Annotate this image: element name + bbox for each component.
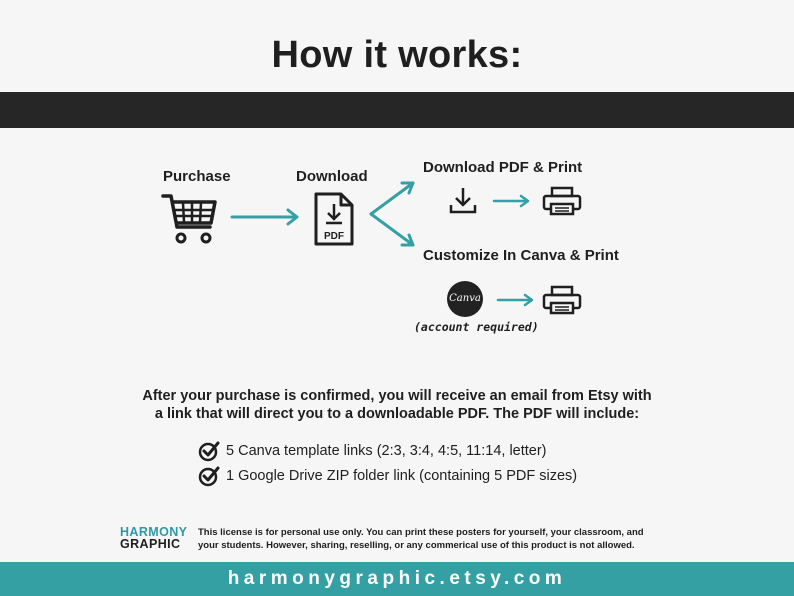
- purchase-label: Purchase: [163, 168, 231, 185]
- license-line: your students. However, sharing, reselling, or any commerical use of this product is not allowed.: [198, 540, 635, 551]
- canva-logo: Canva: [447, 281, 483, 317]
- download-icon: [449, 186, 477, 214]
- description-line: a link that will direct you to a downloadable PDF. The PDF will include:: [154, 406, 640, 422]
- license-text: [198, 526, 718, 552]
- footer-bar: [0, 562, 794, 596]
- description: [0, 387, 794, 423]
- footer-url[interactable]: harmonygraphic.etsy.com: [227, 568, 567, 589]
- branch-arrows-icon: [366, 178, 418, 250]
- logo-line: GRAPHIC: [120, 537, 181, 551]
- download-print-label: Download PDF & Print: [423, 159, 583, 176]
- check-circle-icon: [198, 465, 220, 487]
- pdf-file-icon: [313, 191, 355, 247]
- printer-icon: [542, 285, 582, 315]
- pdf-text: PDF: [324, 231, 344, 242]
- download-label: Download: [296, 168, 368, 185]
- page-title: How it works:: [271, 34, 523, 76]
- account-required-note: (account required): [414, 320, 539, 334]
- checklist-text: 5 Canva template links (2:3, 3:4, 4:5, 11:14, letter): [226, 443, 547, 459]
- checklist-text: 1 Google Drive ZIP folder link (containing 5 PDF sizes): [226, 468, 578, 484]
- license-line: This license is for personal use only. You can print these posters for yourself, your classroom, and: [198, 527, 644, 538]
- customize-print-label: Customize In Canva & Print: [423, 247, 619, 264]
- arrow-right-icon: [492, 193, 532, 209]
- logo-line: HARMONY: [120, 525, 188, 539]
- harmony-graphic-logo: [120, 526, 190, 550]
- checklist-item: [198, 465, 577, 487]
- description-line: After your purchase is confirmed, you will receive an email from Etsy with: [142, 388, 652, 404]
- arrow-right-icon: [496, 292, 536, 308]
- checklist-item: [198, 440, 547, 462]
- check-circle-icon: [198, 440, 220, 462]
- shopping-cart-icon: [160, 193, 218, 247]
- arrow-right-icon: [230, 208, 302, 226]
- header-bar: [0, 92, 794, 128]
- printer-icon: [542, 186, 582, 216]
